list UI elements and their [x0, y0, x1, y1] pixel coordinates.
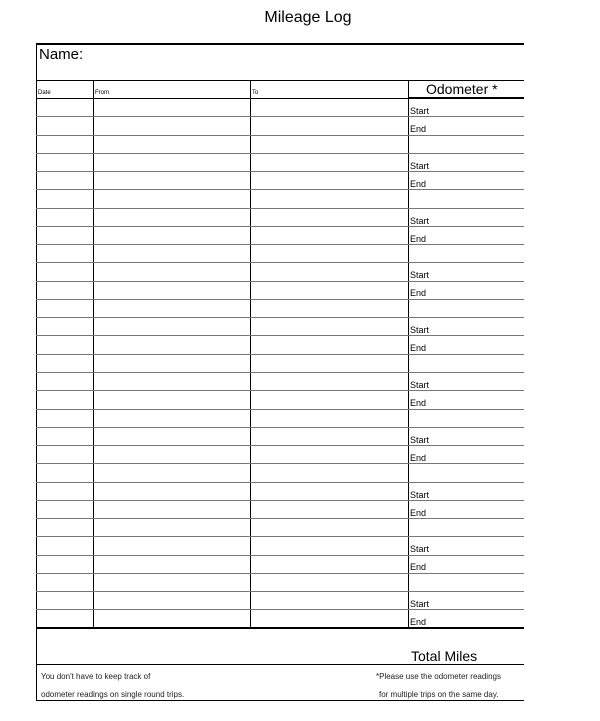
table-row [36, 354, 524, 355]
odometer-end-label: End [410, 124, 427, 134]
table-row [36, 427, 524, 428]
odometer-start-label: Start [410, 435, 430, 445]
odometer-end-label: End [410, 617, 427, 627]
table-row [36, 226, 524, 227]
odometer-column-header: Odometer * [426, 81, 498, 97]
odometer-start-label: Start [410, 544, 430, 554]
odometer-start-label: Start [410, 270, 430, 280]
table-row [36, 335, 524, 336]
odometer-end-label: End [410, 562, 427, 572]
table-row [36, 445, 524, 446]
footer-rule [36, 664, 524, 665]
odometer-start-label: Start [410, 490, 430, 500]
odometer-start-label: Start [410, 380, 430, 390]
header-bottom-rule [36, 98, 524, 99]
table-row [36, 262, 524, 263]
table-row [36, 116, 524, 117]
footer-note-right-2: for multiple trips on the same day. [379, 690, 499, 699]
to-column-header: To [252, 90, 259, 96]
table-row [36, 372, 524, 373]
table-row [36, 244, 524, 245]
date-column-header: Date [38, 90, 51, 96]
table-row [36, 591, 524, 592]
table-row [36, 409, 524, 410]
table-row [36, 153, 524, 154]
table-row [36, 500, 524, 501]
table-row [36, 482, 524, 483]
table-row [36, 555, 524, 556]
footer-note-left-1: You don't have to keep track of [41, 672, 151, 681]
table-row [36, 573, 524, 574]
footer-note-left-2: odometer readings on single round trips. [41, 690, 185, 699]
table-bottom-rule [36, 627, 524, 629]
table-row [36, 390, 524, 391]
odometer-end-label: End [410, 234, 427, 244]
table-row [36, 208, 524, 209]
odometer-end-label: End [410, 398, 427, 408]
table-row [36, 135, 524, 136]
name-label: Name: [39, 46, 84, 63]
odometer-end-label: End [410, 453, 427, 463]
page-title: Mileage Log [264, 9, 352, 26]
table-row [36, 317, 524, 318]
odometer-start-label: Start [410, 599, 430, 609]
odometer-end-label: End [410, 508, 427, 518]
table-row [36, 536, 524, 537]
total-miles-label: Total Miles [411, 648, 478, 664]
table-row [36, 189, 524, 190]
table-row [36, 299, 524, 300]
table-row [36, 281, 524, 282]
table-row [36, 171, 524, 172]
footer-note-right-1: *Please use the odometer readings [376, 672, 501, 681]
odometer-start-label: Start [410, 106, 430, 116]
table-row [36, 518, 524, 519]
from-column-header: From [95, 90, 109, 96]
odometer-end-label: End [410, 288, 427, 298]
odometer-start-label: Start [410, 161, 430, 171]
table-row [36, 609, 524, 610]
table-row [36, 463, 524, 464]
odometer-start-label: Start [410, 325, 430, 335]
odometer-end-label: End [410, 179, 427, 189]
odometer-start-label: Start [410, 216, 430, 226]
odometer-end-label: End [410, 343, 427, 353]
